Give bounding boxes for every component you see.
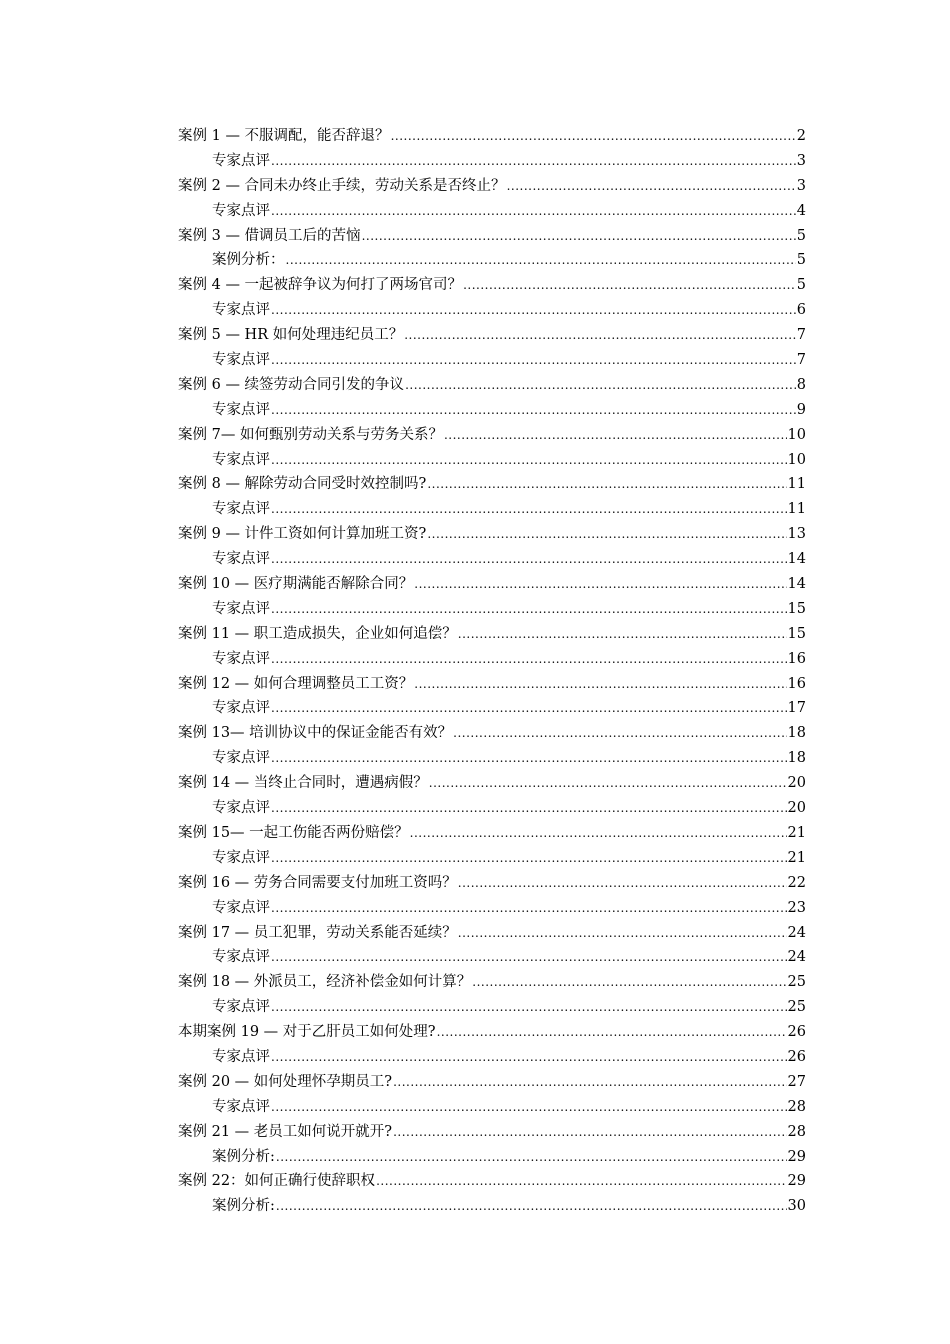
toc-dot-leader xyxy=(271,199,796,224)
toc-page-number: 22 xyxy=(787,874,806,891)
toc-entry-title: 专家点评 xyxy=(212,551,270,568)
toc-entry-title: 案例 17 — 员工犯罪，劳动关系能否延续？ xyxy=(178,924,457,941)
toc-entry-title: 案例 3 — 借调员工后的苦恼 xyxy=(178,227,361,244)
toc-entry[interactable] xyxy=(178,522,806,547)
toc-page-number: 10 xyxy=(787,451,806,468)
toc-dot-leader xyxy=(271,896,787,921)
toc-subentry[interactable] xyxy=(178,1095,806,1120)
toc-entry[interactable] xyxy=(178,672,806,697)
toc-subentry[interactable] xyxy=(178,597,806,622)
toc-entry-title: 案例 9 — 计件工资如何计算加班工资? xyxy=(178,526,427,543)
toc-page-number: 29 xyxy=(787,1148,806,1165)
toc-subentry[interactable] xyxy=(178,298,806,323)
toc-dot-leader xyxy=(276,1145,787,1170)
toc-entry-title: 专家点评 xyxy=(212,650,270,667)
toc-subentry[interactable] xyxy=(178,1045,806,1070)
toc-dot-leader xyxy=(458,622,787,647)
toc-entry-title: 案例 2 — 合同未办终止手续，劳动关系是否终止？ xyxy=(178,177,506,194)
toc-page-number: 25 xyxy=(787,999,806,1016)
toc-subentry[interactable] xyxy=(178,647,806,672)
toc-entry-title: 案例 12 — 如何合理调整员工工资？ xyxy=(178,675,414,692)
toc-page-number: 6 xyxy=(796,302,806,319)
toc-page-number: 29 xyxy=(787,1173,806,1190)
toc-entry-title: 专家点评 xyxy=(212,352,270,369)
toc-page-number: 11 xyxy=(787,501,806,518)
toc-subentry[interactable] xyxy=(178,746,806,771)
toc-dot-leader xyxy=(463,273,796,298)
toc-dot-leader xyxy=(458,921,787,946)
toc-dot-leader xyxy=(414,572,786,597)
toc-entry[interactable] xyxy=(178,771,806,796)
toc-page-number: 15 xyxy=(787,625,806,642)
toc-page-number: 21 xyxy=(787,824,806,841)
toc-entry[interactable] xyxy=(178,273,806,298)
toc-page-number: 20 xyxy=(787,800,806,817)
toc-dot-leader xyxy=(376,1169,786,1194)
toc-subentry[interactable] xyxy=(178,846,806,871)
toc-subentry[interactable] xyxy=(178,995,806,1020)
toc-entry-title: 专家点评 xyxy=(212,750,270,767)
toc-page-number: 11 xyxy=(787,476,806,493)
toc-entry-title: 案例 18 — 外派员工，经济补偿金如何计算？ xyxy=(178,974,472,991)
toc-dot-leader xyxy=(271,846,787,871)
toc-entry-title: 案例分析: xyxy=(212,1198,275,1215)
toc-entry-title: 专家点评 xyxy=(212,700,270,717)
toc-dot-leader xyxy=(410,821,787,846)
toc-dot-leader xyxy=(271,945,787,970)
toc-entry-title: 案例分析: xyxy=(212,1148,275,1165)
toc-entry[interactable] xyxy=(178,124,806,149)
toc-entry[interactable] xyxy=(178,821,806,846)
toc-dot-leader xyxy=(271,995,787,1020)
toc-entry-title: 专家点评 xyxy=(212,152,270,169)
toc-dot-leader xyxy=(414,672,786,697)
toc-entry-title: 案例 8 — 解除劳动合同受时效控制吗? xyxy=(178,476,427,493)
toc-entry-title: 案例 16 — 劳务合同需要支付加班工资吗？ xyxy=(178,874,457,891)
toc-entry[interactable] xyxy=(178,323,806,348)
toc-dot-leader xyxy=(391,124,796,149)
toc-page-number: 30 xyxy=(787,1198,806,1215)
toc-entry-title: 专家点评 xyxy=(212,451,270,468)
toc-entry[interactable] xyxy=(178,1169,806,1194)
toc-page-number: 13 xyxy=(787,526,806,543)
toc-dot-leader xyxy=(405,373,796,398)
toc-page-number: 3 xyxy=(796,177,806,194)
toc-dot-leader xyxy=(286,248,796,273)
toc-entry[interactable] xyxy=(178,224,806,249)
toc-subentry[interactable] xyxy=(178,149,806,174)
toc-dot-leader xyxy=(271,1045,787,1070)
toc-subentry[interactable] xyxy=(178,945,806,970)
toc-entry-title: 专家点评 xyxy=(212,899,270,916)
toc-entry[interactable] xyxy=(178,921,806,946)
toc-dot-leader xyxy=(271,597,787,622)
toc-dot-leader xyxy=(271,1095,787,1120)
toc-page-number: 28 xyxy=(787,1098,806,1115)
toc-dot-leader xyxy=(271,497,787,522)
toc-page-number: 18 xyxy=(787,725,806,742)
toc-page-number: 26 xyxy=(787,1048,806,1065)
toc-entry-title: 专家点评 xyxy=(212,401,270,418)
toc-page-number: 16 xyxy=(787,650,806,667)
toc-page-number: 3 xyxy=(796,152,806,169)
toc-entry-title: 专家点评 xyxy=(212,800,270,817)
toc-page-number: 23 xyxy=(787,899,806,916)
toc-dot-leader xyxy=(393,1120,786,1145)
toc-entry[interactable] xyxy=(178,1120,806,1145)
toc-dot-leader xyxy=(393,1070,786,1095)
toc-page-number: 8 xyxy=(796,376,806,393)
toc-dot-leader xyxy=(271,647,787,672)
toc-page-number: 25 xyxy=(787,974,806,991)
toc-page-number: 20 xyxy=(787,775,806,792)
toc-dot-leader xyxy=(404,323,796,348)
toc-page-number: 5 xyxy=(796,252,806,269)
toc-entry-title: 案例 1 — 不服调配，能否辞退？ xyxy=(178,128,390,144)
toc-entry-title: 本期案例 19 — 对于乙肝员工如何处理? xyxy=(178,1024,436,1041)
toc-subentry[interactable] xyxy=(178,796,806,821)
toc-page-number: 18 xyxy=(787,750,806,767)
toc-page-number: 5 xyxy=(796,227,806,244)
toc-entry-title: 案例分析： xyxy=(212,252,285,269)
toc-entry-title: 专家点评 xyxy=(212,1048,270,1065)
toc-page-number: 28 xyxy=(787,1123,806,1140)
toc-page-number: 21 xyxy=(787,849,806,866)
toc-dot-leader xyxy=(427,522,786,547)
toc-dot-leader xyxy=(437,1020,787,1045)
toc-dot-leader xyxy=(427,472,786,497)
toc-entry-title: 案例 5 — HR 如何处理违纪员工？ xyxy=(178,327,404,344)
toc-entry-title: 专家点评 xyxy=(212,999,270,1016)
toc-dot-leader xyxy=(444,423,787,448)
table-of-contents xyxy=(178,124,806,1219)
toc-subentry[interactable] xyxy=(178,1145,806,1170)
toc-entry-title: 案例 7— 如何甄别劳动关系与劳务关系？ xyxy=(178,426,443,443)
toc-dot-leader xyxy=(271,746,787,771)
toc-entry-title: 专家点评 xyxy=(212,849,270,866)
toc-entry[interactable] xyxy=(178,1070,806,1095)
toc-dot-leader xyxy=(507,174,796,199)
toc-dot-leader xyxy=(271,448,787,473)
toc-entry[interactable] xyxy=(178,373,806,398)
toc-entry-title: 专家点评 xyxy=(212,949,270,966)
toc-page-number: 14 xyxy=(787,551,806,568)
toc-entry[interactable] xyxy=(178,174,806,199)
toc-dot-leader xyxy=(458,871,787,896)
toc-page-number: 14 xyxy=(787,576,806,593)
toc-subentry[interactable] xyxy=(178,248,806,273)
toc-dot-leader xyxy=(271,149,796,174)
toc-page-number: 7 xyxy=(796,352,806,369)
toc-page-number: 27 xyxy=(787,1073,806,1090)
toc-entry-title: 案例 10 — 医疗期满能否解除合同？ xyxy=(178,576,414,593)
toc-page-number: 26 xyxy=(787,1024,806,1041)
toc-dot-leader xyxy=(453,721,786,746)
toc-page-number: 7 xyxy=(796,327,806,344)
toc-entry-title: 专家点评 xyxy=(212,302,270,319)
toc-entry[interactable] xyxy=(178,721,806,746)
toc-entry-title: 专家点评 xyxy=(212,1098,270,1115)
toc-dot-leader xyxy=(271,348,796,373)
toc-page-number: 16 xyxy=(787,675,806,692)
toc-subentry[interactable] xyxy=(178,199,806,224)
toc-entry-title: 案例 22：如何正确行使辞职权 xyxy=(178,1173,376,1190)
toc-dot-leader xyxy=(271,398,796,423)
toc-page-number: 2 xyxy=(796,128,806,144)
toc-entry-title: 专家点评 xyxy=(212,501,270,518)
toc-entry-title: 案例 14 — 当终止合同时，遭遇病假？ xyxy=(178,775,428,792)
toc-page-number: 24 xyxy=(787,949,806,966)
toc-entry[interactable] xyxy=(178,1020,806,1045)
toc-page-number: 9 xyxy=(796,401,806,418)
toc-subentry[interactable] xyxy=(178,896,806,921)
toc-entry-title: 专家点评 xyxy=(212,202,270,219)
toc-dot-leader xyxy=(472,970,786,995)
toc-dot-leader xyxy=(362,224,796,249)
toc-entry-title: 案例 21 — 老员工如何说开就开? xyxy=(178,1123,393,1140)
toc-entry-title: 案例 11 — 职工造成损失，企业如何追偿？ xyxy=(178,625,457,642)
toc-entry-title: 案例 4 — 一起被辞争议为何打了两场官司？ xyxy=(178,277,463,294)
toc-page-number: 17 xyxy=(787,700,806,717)
toc-page-number: 10 xyxy=(787,426,806,443)
toc-page-number: 5 xyxy=(796,277,806,294)
toc-entry-title: 案例 20 — 如何处理怀孕期员工? xyxy=(178,1073,393,1090)
toc-subentry[interactable] xyxy=(178,497,806,522)
toc-dot-leader xyxy=(271,298,796,323)
toc-subentry[interactable] xyxy=(178,448,806,473)
toc-entry[interactable] xyxy=(178,472,806,497)
toc-page-number: 24 xyxy=(787,924,806,941)
toc-entry-title: 案例 6 — 续签劳动合同引发的争议 xyxy=(178,376,405,393)
toc-dot-leader xyxy=(429,771,787,796)
toc-page-number: 4 xyxy=(796,202,806,219)
toc-subentry[interactable] xyxy=(178,398,806,423)
toc-dot-leader xyxy=(271,547,787,572)
toc-dot-leader xyxy=(271,796,787,821)
toc-subentry[interactable] xyxy=(178,696,806,721)
toc-dot-leader xyxy=(276,1194,787,1219)
toc-entry-title: 专家点评 xyxy=(212,600,270,617)
toc-entry[interactable] xyxy=(178,871,806,896)
toc-dot-leader xyxy=(271,696,787,721)
toc-entry[interactable] xyxy=(178,423,806,448)
toc-subentry[interactable] xyxy=(178,547,806,572)
toc-entry[interactable] xyxy=(178,970,806,995)
toc-entry-title: 案例 13— 培训协议中的保证金能否有效？ xyxy=(178,725,453,742)
toc-entry[interactable] xyxy=(178,572,806,597)
toc-subentry[interactable] xyxy=(178,1194,806,1219)
toc-page-number: 15 xyxy=(787,600,806,617)
toc-subentry[interactable] xyxy=(178,348,806,373)
toc-entry[interactable] xyxy=(178,622,806,647)
toc-entry-title: 案例 15— 一起工伤能否两份赔偿？ xyxy=(178,824,409,841)
